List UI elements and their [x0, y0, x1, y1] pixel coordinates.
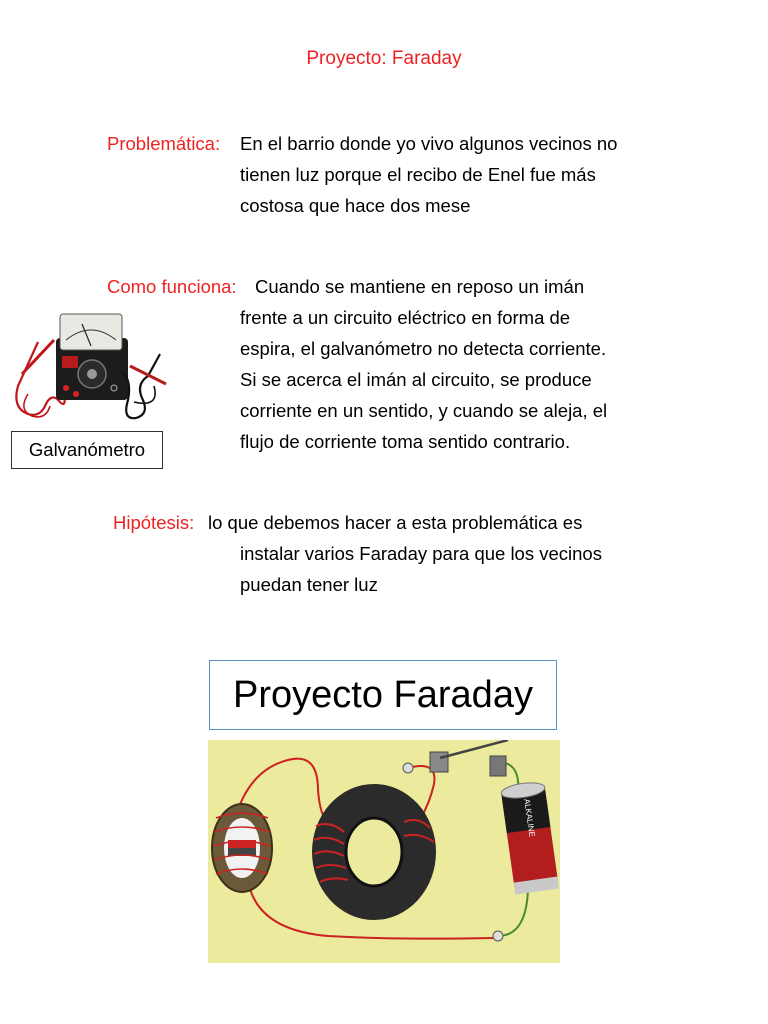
- battery-label: ALKALINE: [522, 798, 537, 838]
- page-title: Proyecto: Faraday: [306, 48, 462, 69]
- faraday-apparatus-image: [208, 740, 560, 963]
- hipotesis-text: [240, 538, 602, 600]
- problematica-line: tienen luz porque el recibo de Enel fue más: [240, 164, 596, 185]
- hipotesis-line: puedan tener luz: [240, 574, 378, 595]
- problematica-text: [240, 128, 617, 221]
- como-funciona-line: frente a un circuito eléctrico en forma de: [240, 307, 571, 328]
- problematica-line: En el barrio donde yo vivo algunos vecinos no: [240, 133, 618, 154]
- banner-title: Proyecto Faraday: [209, 660, 557, 730]
- como-funciona-line: Si se acerca el imán al circuito, se produce: [240, 369, 592, 390]
- como-funciona-label: Como funciona:: [107, 276, 237, 297]
- hipotesis-line: instalar varios Faraday para que los vecinos: [240, 543, 602, 564]
- problematica-line: costosa que hace dos mese: [240, 195, 471, 216]
- como-funciona-line: Cuando se mantiene en reposo un imán: [255, 276, 585, 297]
- problematica-label: Problemática:: [107, 133, 221, 154]
- como-funciona-line: espira, el galvanómetro no detecta corriente.: [240, 338, 607, 359]
- como-funciona-line: corriente en un sentido, y cuando se aleja, el: [240, 400, 608, 421]
- como-funciona-line: flujo de corriente toma sentido contrario.: [240, 431, 571, 452]
- galvanometer-image: [10, 310, 168, 428]
- hipotesis-label: Hipótesis:: [113, 512, 195, 533]
- hipotesis-line: lo que debemos hacer a esta problemática es: [208, 512, 583, 533]
- galvanometer-caption: Galvanómetro: [11, 431, 163, 469]
- como-funciona-text: [240, 302, 607, 457]
